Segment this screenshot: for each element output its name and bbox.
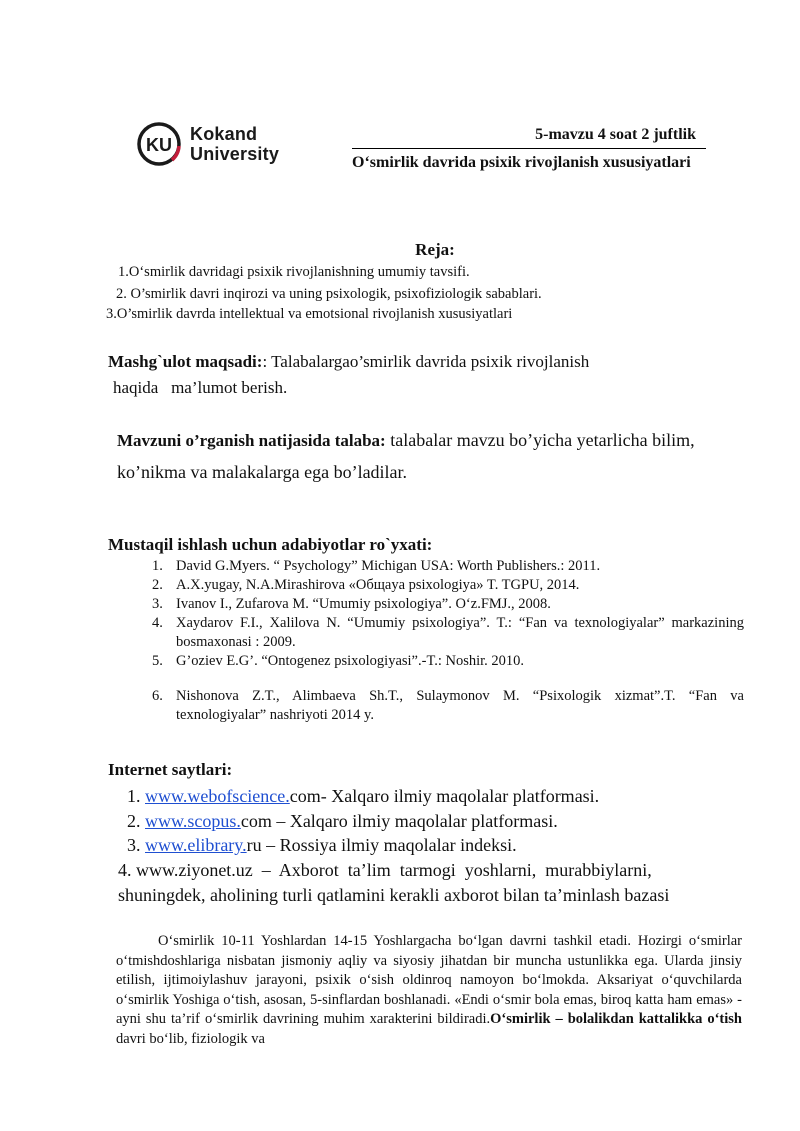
logo-monogram: KU — [146, 135, 172, 155]
internet-item-1: 1. www.webofscience.com- Xalqaro ilmiy maqolalar platformasi. — [127, 786, 600, 806]
literature-title: Mustaqil ishlash uchun adabiyotlar ro`yxati: — [108, 535, 433, 554]
topic-title: O‘smirlik davrida psixik rivojlanish xususiyatlari — [352, 154, 691, 171]
list-item: 4. Xaydarov F.I., Xalilova N. “Umumiy psixologiya”. T.: “Fan va texnologiyalar” markazining bosmaxonasi : 2009. — [152, 615, 744, 650]
elibrary-link[interactable]: www.elibrary. — [145, 835, 247, 855]
goal-text-1: Talabalargao’smirlik davrida psixik rivojlanish — [267, 352, 590, 371]
plan-item-3: 3.O’smirlik davrda intellektual va emotsional rivojlanish xususiyatlari — [106, 306, 513, 322]
plan-item-2: 2. O’smirlik davri inqirozi va uning psixologik, psixofiziologik sabablari. — [116, 286, 542, 302]
list-item: 3. Ivanov I., Zufarova M. “Umumiy psixologiya”. O‘z.FMJ., 2008. — [152, 596, 551, 612]
list-item: 1. David G.Myers. “ Psychology” Michigan USA: Worth Publishers.: 2011. — [152, 558, 601, 574]
list-item: 2. A.X.yugay, N.A.Mirashirova «Общaya psixologiya» T. TGPU, 2014. — [152, 577, 580, 593]
outcome-line-1 — [117, 424, 695, 457]
internet-item-4-line-2: shuningdek, aholining turli qatlamini kerakli axborot bilan ta’minlash bazasi — [118, 885, 670, 905]
body-tail-text: davri bo‘lib, fiziologik va — [116, 1030, 265, 1047]
internet-title: Internet saytlari: — [108, 760, 233, 779]
list-item: 6. Nishonova Z.T., Alimbaeva Sh.T., Sulaymonov M. “Psixologik xizmat”.T. “Fan va texnologiyalar” nashriyoti 2014 y. — [152, 688, 744, 723]
internet-item-4-line-1: 4. www.ziyonet.uz – Axborot ta’lim tarmogi yoshlarni, murabbiylarni, — [118, 860, 652, 880]
body-paragraph — [116, 932, 742, 1049]
outcome-label: Mavzuni o’rganish natijasida talaba: — [117, 431, 386, 450]
scopus-link[interactable]: www.scopus. — [145, 811, 241, 831]
outcome-line-2: ko’nikma va malakalarga ega bo’ladilar. — [117, 462, 408, 482]
topic-number-line — [352, 126, 706, 149]
goal-line-1 — [108, 350, 589, 374]
logo-line-1: Kokand — [190, 124, 258, 144]
goal-label: Mashg`ulot maqsadi: — [108, 352, 263, 371]
topic-number: 5-mavzu 4 soat 2 juftlik — [535, 126, 696, 143]
list-item: 5. G’oziev E.G’. “Ontogenez psixologiyasi”.-T.: Noshir. 2010. — [152, 653, 525, 669]
outcome-text-1: talabalar mavzu bo’yicha yetarlicha bilim, — [385, 430, 695, 450]
plan-title: Reja: — [415, 240, 455, 259]
goal-line-2: haqida ma’lumot berish. — [113, 378, 288, 397]
internet-item-3: 3. www.elibrary.ru – Rossiya ilmiy maqolalar indeksi. — [127, 835, 517, 855]
goal-sep: : — [262, 352, 268, 371]
kokand-university-logo — [136, 118, 306, 170]
body-bold-text: O‘smirlik – bolalikdan kattalikka o‘tish — [490, 1011, 742, 1027]
plan-item-1: 1.O‘smirlik davridagi psixik rivojlanishning umumiy tavsifi. — [118, 264, 470, 280]
literature-list — [152, 557, 744, 725]
internet-item-2: 2. www.scopus.com – Xalqaro ilmiy maqolalar platformasi. — [127, 811, 558, 831]
ku-monogram-icon — [136, 120, 186, 170]
body-text: O‘smirlik 10-11 Yoshlardan 14-15 Yoshlargacha bo‘lgan davrni tashkil etadi. Hozirgi o‘smirlar o‘tmishdoshlariga nisbatan jismoniy aqliy va siyosiy jihatdan bir muncha ustunlikka ega. Ularda jinsiy etilish, ijtimoiylashuv jarayoni, psixik o‘sish oldinroq namoyon bo‘lmokda. Aksariyat o‘quvchilarda o‘smirlik Yoshiga o‘tish, asosan, 5-sinflardan boshlanadi. «Endi o‘smir bola emas, biroq katta ham emas» - ayni shu ta’rif o‘smirlik davrining muhim xarakterini bildiradi. — [116, 933, 742, 1027]
webofscience-link[interactable]: www.webofscience. — [145, 786, 290, 806]
logo-line-2: University — [190, 144, 280, 164]
